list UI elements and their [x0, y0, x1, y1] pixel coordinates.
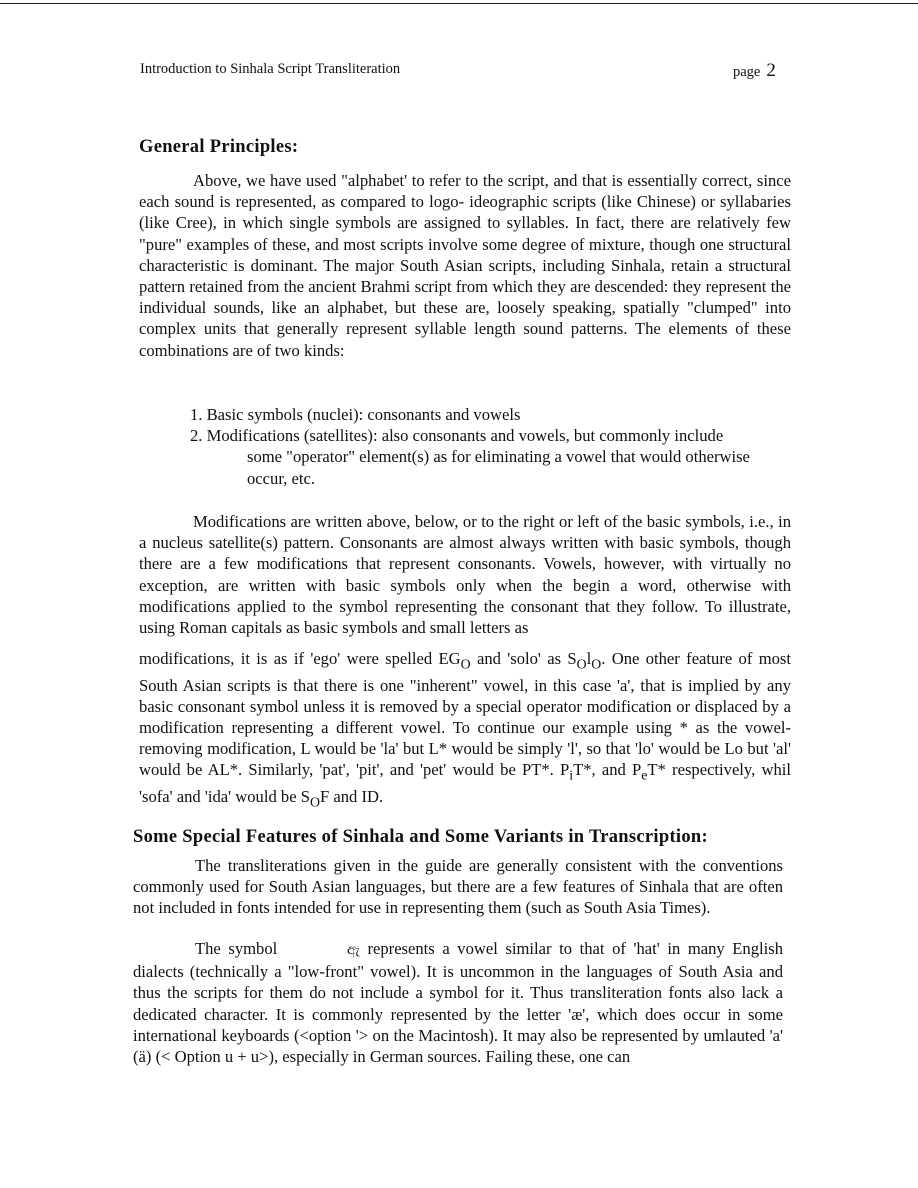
list-item	[190, 425, 780, 489]
top-rule	[0, 3, 918, 4]
subscript: O	[591, 656, 602, 672]
text-run: The symbol	[195, 939, 285, 958]
text-run: T* respectively, whil 'sofa' and 'ida' would be S	[139, 760, 791, 806]
paragraph-modifications: Modifications are written above, below, or to the right or left of the basic symbols, i.e., in a nucleus satellite(s) pattern. Consonants are almost always written with basic symbols, though there are a few modifications that represent consonants. Vowels, however, with virtually no exception, are written with basic symbols only when the begin a word, otherwise with modifications applied to the symbol representing the consonant that they follow. To illustrate, using Roman capitals as basic symbols and small letters as	[139, 512, 791, 638]
subscript: O	[460, 656, 471, 672]
text-run: T*, and P	[573, 760, 642, 780]
paragraph-ae-vowel	[133, 938, 783, 1067]
page-number-value: 2	[766, 60, 776, 81]
text-run: and 'solo' as S	[470, 649, 577, 668]
section-heading-special-features: Some Special Features of Sinhala and Some Variants in Transcription:	[133, 827, 708, 847]
section-heading-general-principles: General Principles:	[139, 137, 299, 157]
list-item-text: 2. Modifications (satellites): also consonants and vowels, but commonly include	[190, 426, 724, 446]
text-run: represents a vowel similar to that of 'hat' in many English dialects (technically a "low-front" vowel). It is uncommon in the languages of South Asia and thus the scripts for them do not include a symbol for it. Thus transliteration fonts also lack a dedicated character. It is commonly represented by the letter 'æ', which does occur in some international keyboards (<option '> on the Macintosh). It may also be represented by umlauted 'a' (ä) (< Option u + u>), especially in German sources. Failing these, one can	[133, 939, 784, 1067]
subscript: O	[576, 656, 587, 672]
paragraph-alphabet: Above, we have used "alphabet' to refer to the script, and that is essentially correct, since each sound is represented, as compared to logo- ideographic scripts (like Chinese) or syllabaries (like Cree), in which single symbols are assigned to syllables. In fact, there are relatively few "pure" examples of these, and most scripts involve some degree of mixture, though one structural characteristic is dominant. The major South Asian scripts, including Sinhala, retain a structural pattern retained from the ancient Brahmi script from which they are descended: they represent the individual sounds, like an alphabet, but these are, loosely speaking, spatially "clumped" into complex units that generally represent syllable length sound patterns. The elements of these combinations are of two kinds:	[139, 171, 791, 360]
list-item-text: 1. Basic symbols (nuclei): consonants and vowels	[190, 405, 521, 424]
text-run: l	[586, 649, 592, 668]
sinhala-ae-glyph: ඇ	[346, 942, 360, 958]
paragraph-transliterations: The transliterations given in the guide are generally consistent with the conventions commonly used for South Asian languages, but there are a few features of Sinhala that are often not included in fonts intended for use in representing them (such as South Asia Times).	[133, 856, 783, 918]
list-item	[190, 404, 780, 425]
subscript: i	[569, 767, 574, 783]
text-run: . One other feature of most South Asian scripts is that there is one "inherent" vowel, in this case 'a', that is implied by any basic consonant symbol unless it is removed by a special operator modification or displaced by a modification representing a different vowel. To continue our example using * as the vowel-removing modification, L would be 'la' but L* would be simply 'l', so that 'lo' would be Lo but 'al' would be AL*. Similarly, 'pat', 'pit', and 'pet' would be PT*. P	[139, 649, 791, 780]
element-kinds-list	[190, 404, 780, 489]
subscript: e	[641, 767, 648, 783]
list-item-continuation: some "operator" element(s) as for eliminating a vowel that would otherwise occur, etc.	[247, 447, 750, 488]
page-label: page	[733, 64, 761, 80]
subscript: O	[309, 794, 320, 810]
running-header-title: Introduction to Sinhala Script Transliteration	[140, 61, 401, 77]
paragraph-modifications-example	[139, 648, 791, 812]
text-run: F and ID.	[319, 786, 384, 806]
page-number	[733, 60, 776, 82]
text-run: modifications, it is as if 'ego' were spelled EG	[139, 649, 461, 668]
